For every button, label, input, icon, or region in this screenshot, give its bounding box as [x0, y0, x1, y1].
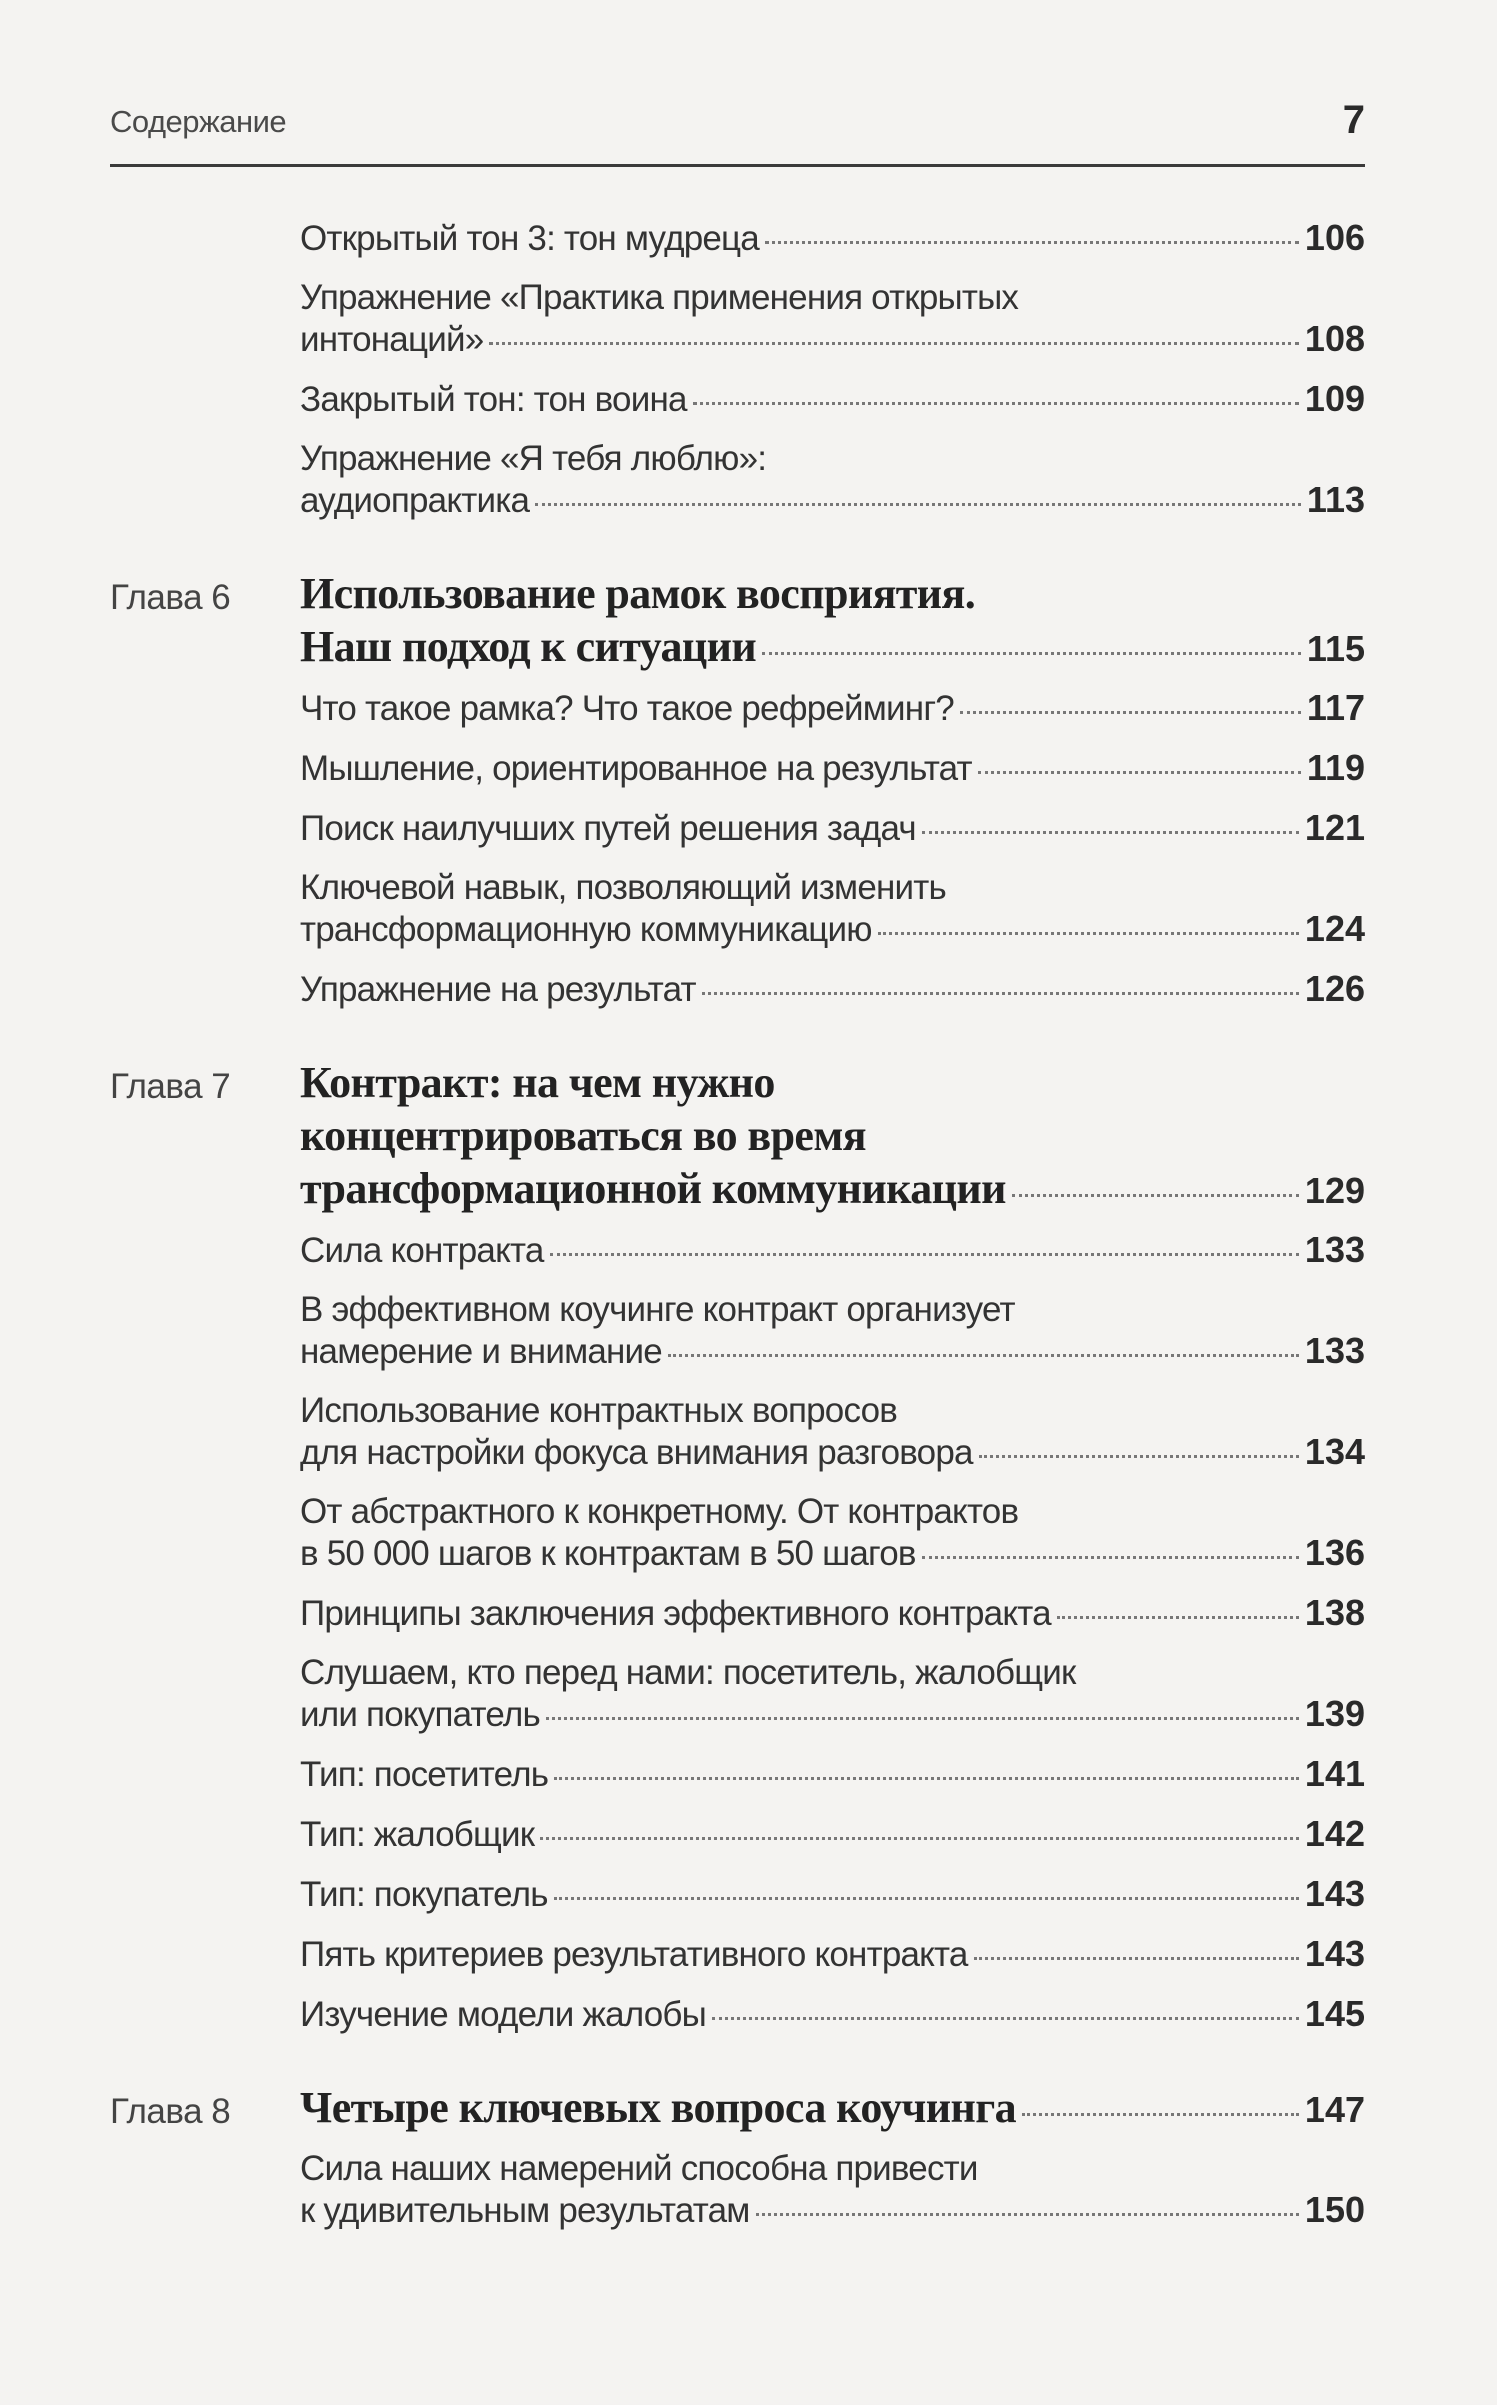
page-number: 7 — [1342, 98, 1365, 142]
dot-leader — [546, 1717, 1299, 1720]
entry-last-line — [300, 1813, 1365, 1855]
entry-page-number: 143 — [1304, 1873, 1365, 1914]
entry-title-line: трансформационную коммуникацию — [300, 910, 872, 949]
entry-title-line: или покупатель — [300, 1695, 540, 1734]
entry-title-line: к удивительным результатам — [300, 2191, 750, 2230]
entry-title-line: Мышление, ориентированное на результат — [300, 749, 972, 788]
toc-entry — [110, 1753, 1365, 1795]
toc-chapter — [110, 1056, 1365, 1217]
entry-title-line: в 50 000 шагов к контрактам в 50 шагов — [300, 1534, 916, 1573]
toc-chapter — [110, 2081, 1365, 2136]
entry-last-line — [300, 1753, 1365, 1795]
entry-last-line — [300, 2189, 1365, 2231]
entry-page-number: 147 — [1304, 2089, 1365, 2130]
entry-last-line — [300, 217, 1365, 259]
entry-title-line: концентрироваться во время — [300, 1111, 866, 1160]
dot-leader — [756, 2213, 1299, 2216]
entry-title-line: Наш подход к ситуации — [300, 622, 757, 671]
entry-title-line: Использование рамок восприятия. — [300, 569, 976, 618]
entry-last-line — [300, 2081, 1365, 2136]
entry-title-line: Тип: жалобщик — [300, 1815, 535, 1854]
entry-title-line: Поиск наилучших путей решения задач — [300, 809, 916, 848]
entry-last-line — [300, 747, 1365, 789]
entry-last-line — [300, 1592, 1365, 1634]
dot-leader — [1012, 1194, 1299, 1197]
entry-page-number: 142 — [1304, 1813, 1365, 1854]
entry-page-number: 113 — [1306, 479, 1365, 520]
chapter-label: Глава 6 — [110, 578, 231, 617]
toc-entry — [110, 807, 1365, 849]
dot-leader — [765, 241, 1299, 244]
chapter-label: Глава 8 — [110, 2092, 231, 2131]
entry-page-number: 133 — [1304, 1330, 1365, 1371]
entry-last-line — [300, 1229, 1365, 1271]
entry-page-number: 121 — [1304, 807, 1365, 848]
entry-last-line — [300, 378, 1365, 420]
entry-title-line: намерение и внимание — [300, 1332, 662, 1371]
dot-leader — [922, 1556, 1299, 1559]
entry-title-line: трансформационной коммуникации — [300, 1164, 1006, 1213]
entry-title-line: Упражнение на результат — [300, 970, 696, 1009]
toc-entry — [110, 1390, 1365, 1473]
entry-title-line: Четыре ключевых вопроса коучинга — [300, 2083, 1016, 2132]
dot-leader — [1057, 1616, 1299, 1619]
entry-page-number: 115 — [1306, 628, 1365, 669]
toc-entry — [110, 2148, 1365, 2231]
toc-entry — [110, 277, 1365, 360]
entry-title-line: Сила наших намерений способна привести — [300, 2149, 978, 2188]
toc-entry — [110, 968, 1365, 1010]
dot-leader — [960, 711, 1301, 714]
entry-page-number: 138 — [1304, 1592, 1365, 1633]
entry-page-number: 133 — [1304, 1229, 1365, 1270]
entry-last-line — [300, 908, 1365, 950]
dot-leader — [979, 1455, 1299, 1458]
dot-leader — [922, 831, 1299, 834]
dot-leader — [693, 402, 1299, 405]
dot-leader — [978, 771, 1301, 774]
toc-entry — [110, 747, 1365, 789]
entry-title-line: Использование контрактных вопросов — [300, 1391, 898, 1430]
toc-entry — [110, 1491, 1365, 1574]
dot-leader — [1022, 2113, 1299, 2116]
dot-leader — [540, 1837, 1299, 1840]
entry-page-number: 126 — [1304, 968, 1365, 1009]
entry-page-number: 119 — [1306, 747, 1365, 788]
entry-title-line: Контракт: на чем нужно — [300, 1058, 775, 1107]
entry-page-number: 141 — [1304, 1753, 1365, 1794]
entry-page-number: 150 — [1304, 2189, 1365, 2230]
chapter-label: Глава 7 — [110, 1067, 231, 1106]
dot-leader — [712, 2017, 1299, 2020]
entry-title-line: Упражнение «Практика применения открытых — [300, 278, 1019, 317]
toc-chapter — [110, 567, 1365, 675]
entry-title-line: Что такое рамка? Что такое рефрейминг? — [300, 689, 954, 728]
entry-last-line — [300, 1693, 1365, 1735]
entry-title-line: Сила контракта — [300, 1231, 544, 1270]
entry-title-line: Тип: посетитель — [300, 1755, 549, 1794]
entry-last-line — [300, 1993, 1365, 2035]
entry-title-line: Принципы заключения эффективного контракта — [300, 1594, 1051, 1633]
entry-title-line: В эффективном коучинге контракт организует — [300, 1290, 1015, 1329]
entry-title-line: Тип: покупатель — [300, 1875, 548, 1914]
entry-title-line: для настройки фокуса внимания разговора — [300, 1433, 973, 1472]
entry-last-line — [300, 968, 1365, 1010]
entry-title-line: Открытый тон 3: тон мудреца — [300, 219, 759, 258]
entry-last-line — [300, 318, 1365, 360]
entry-last-line — [300, 1532, 1365, 1574]
entry-last-line — [300, 1431, 1365, 1473]
entry-last-line — [300, 1330, 1365, 1372]
entry-page-number: 145 — [1304, 1993, 1365, 2034]
entry-last-line — [300, 1162, 1365, 1217]
entry-title-line: интонаций» — [300, 320, 484, 359]
running-header — [110, 98, 1365, 167]
entry-page-number: 117 — [1306, 687, 1365, 728]
table-of-contents — [110, 217, 1365, 2249]
toc-entry — [110, 1289, 1365, 1372]
toc-entry — [110, 687, 1365, 729]
entry-title-line: Ключевой навык, позволяющий изменить — [300, 868, 946, 907]
entry-title-line: Упражнение «Я тебя люблю»: — [300, 439, 767, 478]
toc-entry — [110, 217, 1365, 259]
entry-page-number: 139 — [1304, 1693, 1365, 1734]
toc-entry — [110, 867, 1365, 950]
dot-leader — [550, 1253, 1299, 1256]
toc-entry — [110, 438, 1365, 521]
entry-page-number: 109 — [1304, 378, 1365, 419]
entry-page-number: 129 — [1304, 1170, 1365, 1211]
entry-last-line — [300, 479, 1365, 521]
dot-leader — [878, 932, 1299, 935]
dot-leader — [535, 503, 1301, 506]
toc-entry — [110, 1813, 1365, 1855]
entry-title-line: Изучение модели жалобы — [300, 1995, 707, 2034]
entry-page-number: 108 — [1304, 318, 1365, 359]
dot-leader — [554, 1777, 1299, 1780]
entry-last-line — [300, 807, 1365, 849]
toc-entry — [110, 1873, 1365, 1915]
toc-entry — [110, 1933, 1365, 1975]
entry-title-line: Слушаем, кто перед нами: посетитель, жалобщик — [300, 1653, 1076, 1692]
toc-entry — [110, 1592, 1365, 1634]
toc-entry — [110, 378, 1365, 420]
entry-page-number: 106 — [1304, 217, 1365, 258]
entry-title-line: аудиопрактика — [300, 481, 530, 520]
dot-leader — [489, 342, 1299, 345]
dot-leader — [668, 1354, 1299, 1357]
entry-last-line — [300, 1873, 1365, 1915]
dot-leader — [702, 992, 1299, 995]
entry-page-number: 124 — [1304, 908, 1365, 949]
dot-leader — [762, 652, 1301, 655]
entry-page-number: 136 — [1304, 1532, 1365, 1573]
entry-last-line — [300, 687, 1365, 729]
entry-title-line: Пять критериев результативного контракта — [300, 1935, 968, 1974]
entry-title-line: От абстрактного к конкретному. От контрактов — [300, 1492, 1019, 1531]
entry-last-line — [300, 1933, 1365, 1975]
dot-leader — [554, 1897, 1299, 1900]
toc-entry — [110, 1652, 1365, 1735]
toc-entry — [110, 1229, 1365, 1271]
section-title: Содержание — [110, 104, 287, 139]
entry-page-number: 134 — [1304, 1431, 1365, 1472]
toc-entry — [110, 1993, 1365, 2035]
entry-title-line: Закрытый тон: тон воина — [300, 380, 687, 419]
entry-page-number: 143 — [1304, 1933, 1365, 1974]
entry-last-line — [300, 620, 1365, 675]
dot-leader — [974, 1957, 1299, 1960]
